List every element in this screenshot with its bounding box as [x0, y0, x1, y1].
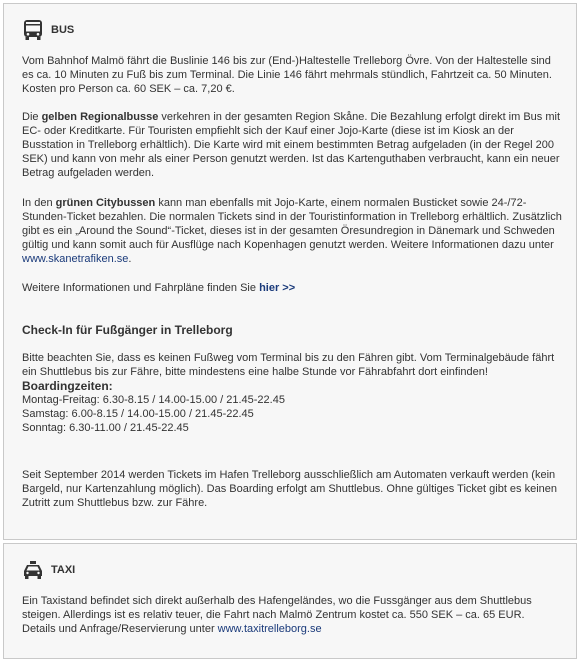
taxitrelleborg-link[interactable]: www.taxitrelleborg.se — [217, 623, 322, 635]
taxi-details-pre: Details und Anfrage/Reservierung unter — [22, 623, 218, 635]
regional-post: verkehren in der gesamten Region Skåne. Die Bezahlung erfolgt direkt im Bus mit EC- oder Kreditkarte. Für Touristen empfiehlt sich der Kauf einer Jojo-Karte (diese ist im Kiosk an der Busstation in Trelleborg erhältlich). Die Karte wird mit einem bestimmten Betrag aufgeladen (in der Regel 200 SEK) und kann von mehr als einer Person genutzt werden. Ist das Kartenguthaben verbraucht, kann ein neuer Betrag aufgeladen werden. — [22, 111, 561, 179]
taxi-details — [22, 622, 562, 636]
boarding-label: Boardingzeiten: — [22, 379, 113, 393]
bus-paragraph-regional — [22, 110, 562, 180]
taxi-section — [3, 543, 577, 659]
regional-pre: Die — [22, 111, 42, 123]
bus-icon — [22, 19, 44, 41]
city-post: kann man ebenfalls mit Jojo-Karte, einem normalen Busticket sowie 24-/72-Stunden-Ticket bezahlen. Die normalen Tickets sind in der Touristinformation in Trelleborg erhältlich. Zusätzlich gibt es ein „Around the Sound“-Ticket, dieses ist in der gesamten Öresundregion in Dänemark und Schweden gültig und kann somit auch für Ausflüge nach Kopenhagen genutzt werden. Weitere Informationen dazu unter — [22, 197, 562, 251]
checkin-text: Bitte beachten Sie, dass es keinen Fußweg vom Terminal bis zu den Fähren gibt. Vom Terminalgebäude fährt ein Shuttlebus bis zur Fähre, bitte mindestens eine halbe Stunde vor Fährabfahrt dort einfinden! — [22, 352, 555, 378]
boarding-time-weekday: Montag-Freitag: 6.30-8.15 / 14.00-15.00 / 21.45-22.45 — [22, 394, 285, 406]
regional-bold: gelben Regionalbusse — [41, 111, 159, 123]
bus-header — [22, 18, 74, 42]
bus-paragraph-city — [22, 196, 562, 266]
taxi-header — [22, 558, 75, 582]
bus-title: BUS — [51, 24, 75, 36]
ticket-note: Seit September 2014 werden Tickets im Hafen Trelleborg ausschließlich am Automaten verkauft werden (kein Bargeld, nur Kartenzahlung möglich). Das Boarding erfolgt am Shuttlebus. Ohne gültiges Ticket gibt es keinen Zutritt zum Shuttlebus bzw. zur Fähre. — [22, 469, 558, 509]
boarding-time-saturday: Samstag: 6.00-8.15 / 14.00-15.00 / 21.45-22.45 — [22, 408, 254, 420]
skanetrafiken-link[interactable]: www.skanetrafiken.se — [22, 253, 129, 265]
checkin-heading: Check-In für Fußgänger in Trelleborg — [22, 323, 233, 337]
city-pre: In den — [22, 197, 56, 209]
bus-paragraph-route: Vom Bahnhof Malmö fährt die Buslinie 146 bis zur (End-)Haltestelle Trelleborg Övre. Von der Haltestelle sind es ca. 10 Minuten zu Fuß bis zum Terminal. Die Linie 146 fährt mehrmals stündlich, Fahrtzeit ca. 50 Minuten. Kosten pro Person ca. 60 SEK – ca. 7,20 €. — [22, 55, 552, 95]
bus-paragraph-more — [22, 281, 562, 295]
city-end: . — [128, 253, 132, 265]
more-pre: Weitere Informationen und Fahrpläne finden Sie — [22, 282, 260, 294]
taxi-title: TAXI — [51, 564, 76, 576]
boarding-times — [22, 393, 562, 435]
taxi-paragraph: Ein Taxistand befindet sich direkt außerhalb des Hafengeländes, wo die Fussgänger aus dem Shuttlebus steigen. Allerdings ist es relativ teuer, die Fahrt nach Malmö Zentrum kostet ca. 550 SEK – ca. 65 EUR. — [22, 595, 532, 621]
city-bold: grünen Citybussen — [55, 197, 156, 209]
taxi-icon — [22, 559, 44, 581]
bus-section — [3, 3, 577, 540]
boarding-time-sunday: Sonntag: 6.30-11.00 / 21.45-22.45 — [22, 422, 189, 434]
timetable-link[interactable]: hier >> — [259, 282, 296, 294]
